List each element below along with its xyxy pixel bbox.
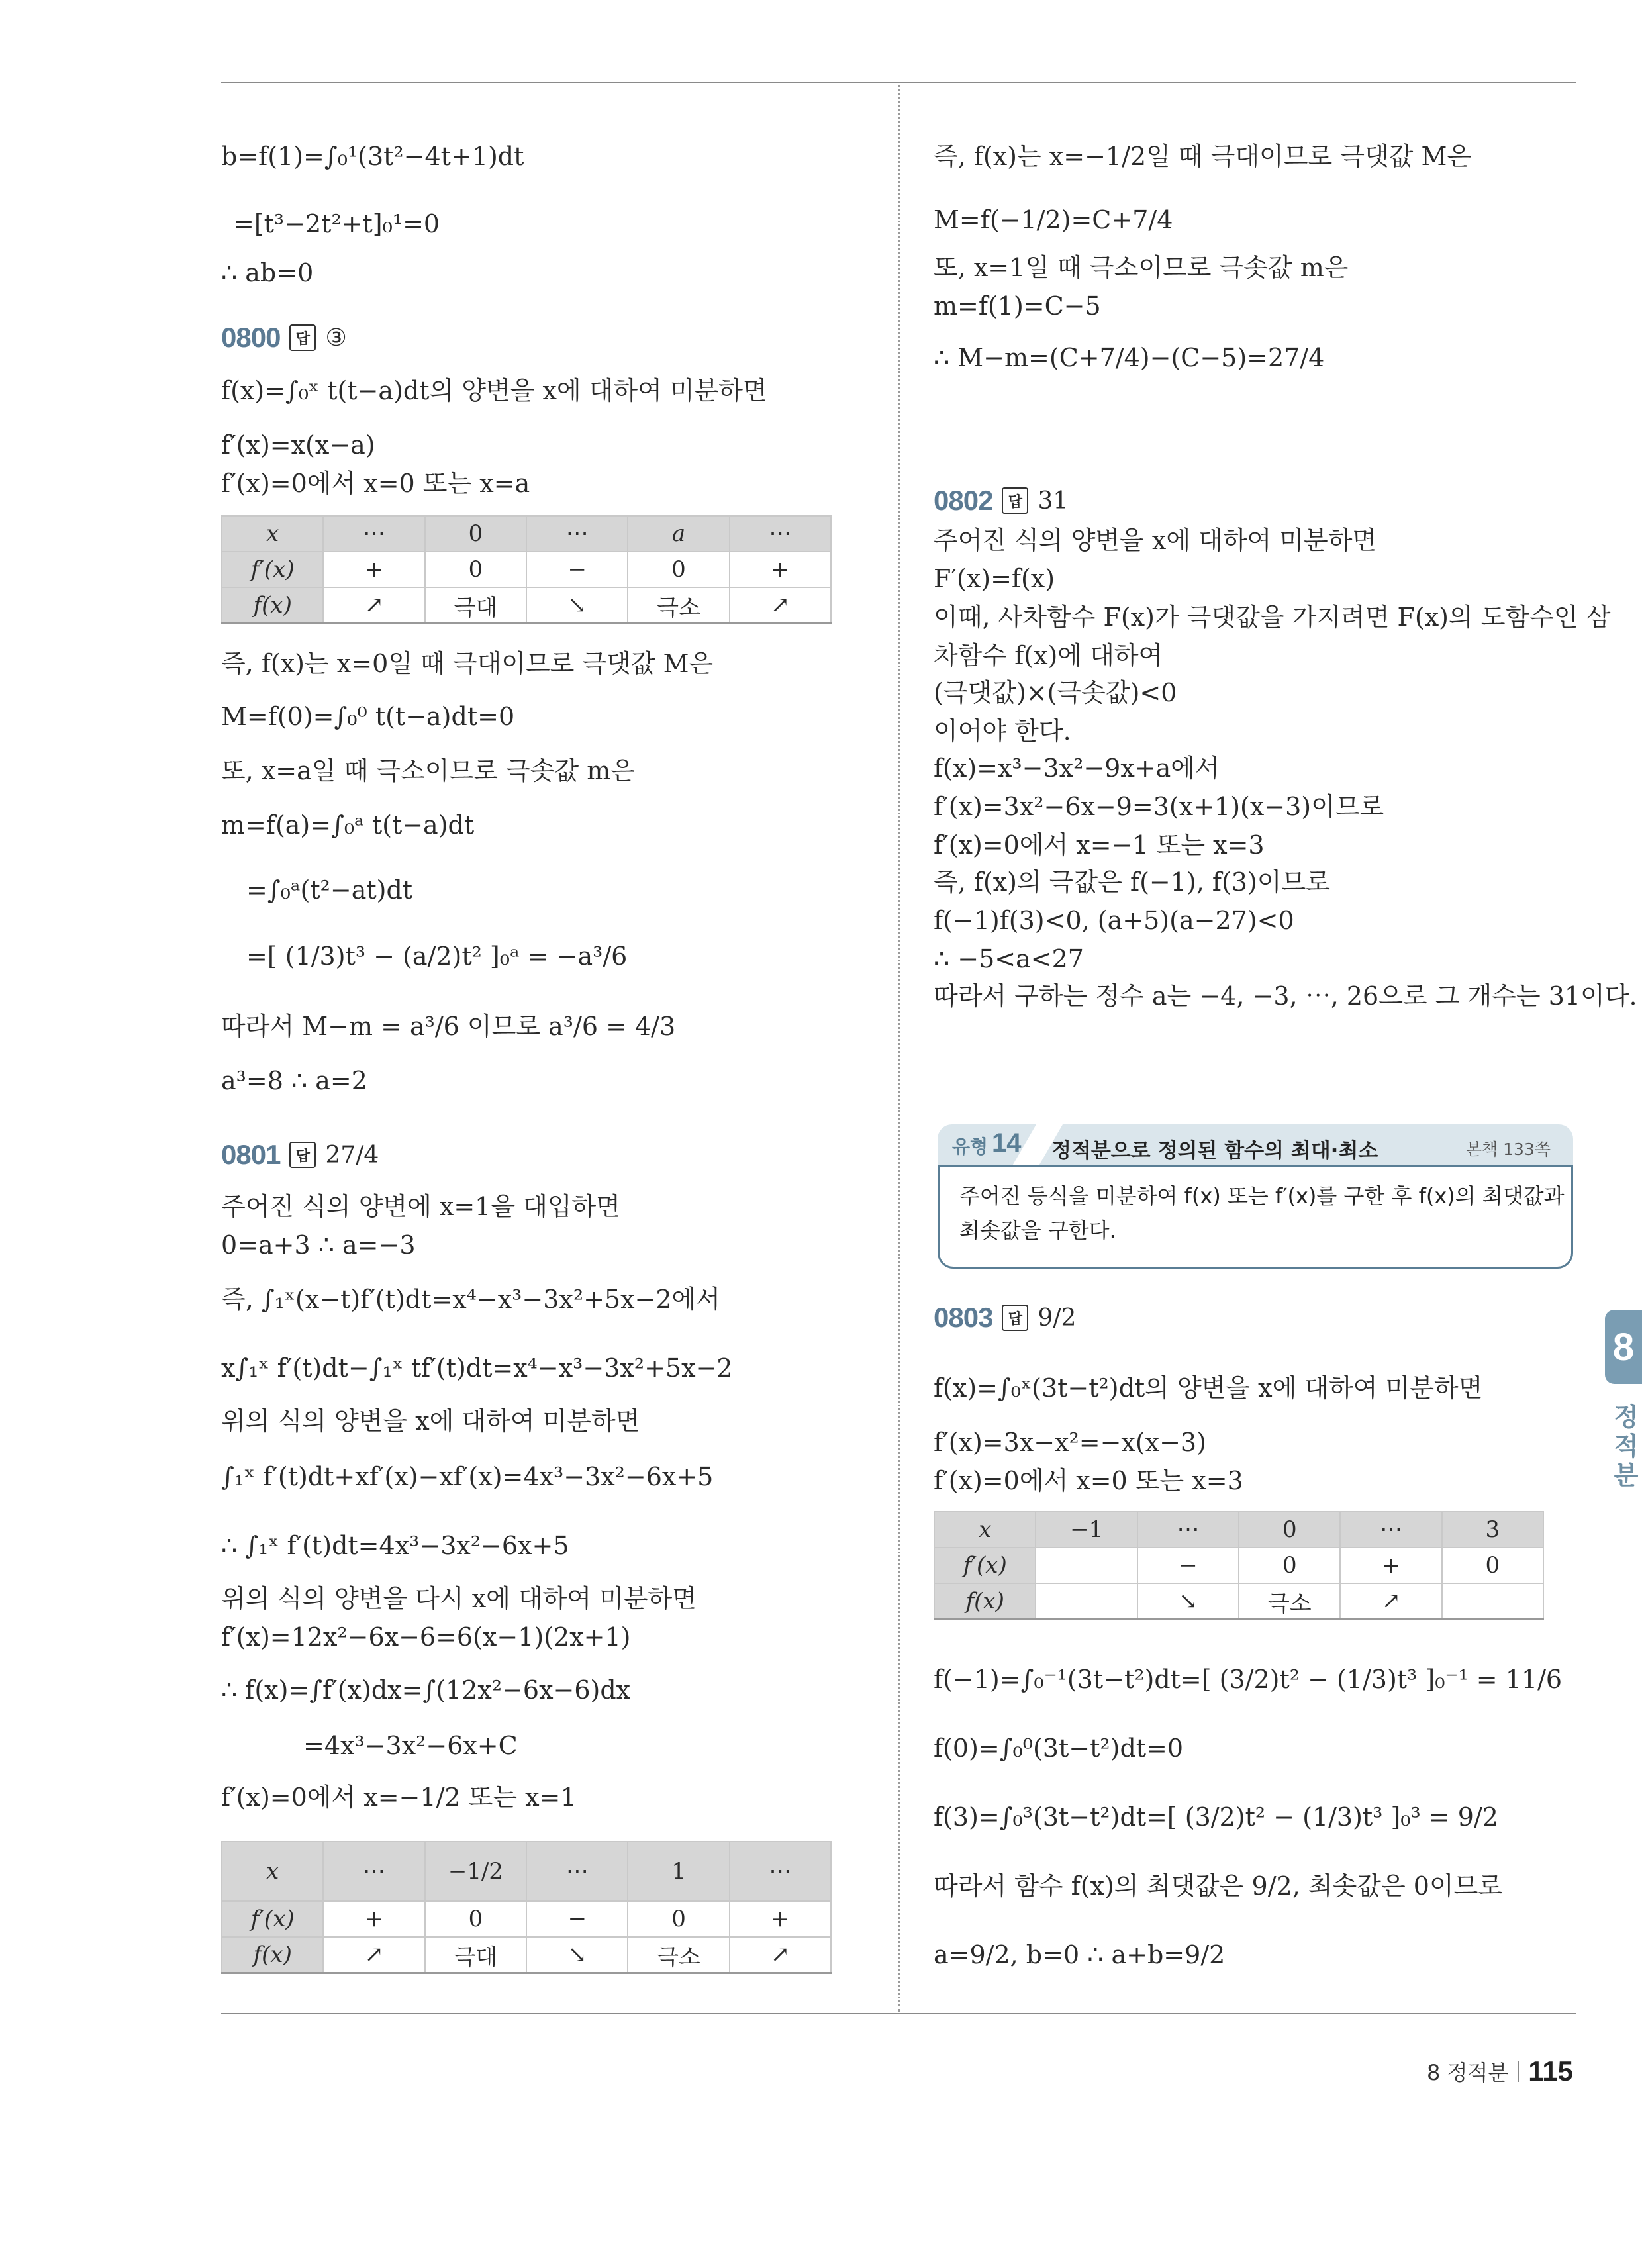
p0801-line-5: 위의 식의 양변을 x에 대하여 미분하면 — [221, 1406, 640, 1436]
p0803-line-1: f(x)=∫₀ˣ(3t−t²)dt의 양변을 x에 대하여 미분하면 — [934, 1373, 1483, 1403]
intro-line-2: =[t³−2t²+t]₀¹=0 — [233, 209, 440, 238]
p0802-line-6: 이어야 한다. — [934, 716, 1071, 746]
table-cell: 0 — [1239, 1512, 1340, 1548]
p0800-after-2: M=f(0)=∫₀⁰ t(t−a)dt=0 — [221, 702, 515, 731]
answer-icon: 답 — [1002, 1305, 1028, 1331]
p0802-line-11: f(−1)f(3)<0, (a+5)(a−27)<0 — [934, 906, 1294, 935]
table-cell: ⋯ — [1137, 1512, 1239, 1548]
table-cell: ⋯ — [730, 516, 831, 552]
chapter-tab: 8 — [1605, 1310, 1642, 1384]
table-cell: ⋯ — [730, 1842, 831, 1901]
table-cell: −1 — [1036, 1512, 1137, 1548]
table-cell: ↗ — [323, 587, 424, 624]
answer-value: ③ — [325, 324, 347, 352]
table-row — [222, 516, 831, 552]
p0801-line-7: ∴ ∫₁ˣ f′(t)dt=4x³−3x²−6x+5 — [221, 1531, 569, 1560]
p0800-after-3: 또, x=a일 때 극소이므로 극솟값 m은 — [221, 756, 635, 785]
chapter-side-label: 정적분 — [1614, 1403, 1639, 1490]
p0800-after-6: =[ (1/3)t³ − (a/2)t² ]₀ᵃ = −a³/6 — [246, 942, 628, 971]
table-cell — [1036, 1548, 1137, 1583]
p0803-line-3: f′(x)=0에서 x=0 또는 x=3 — [934, 1466, 1243, 1495]
intro-line-1: b=f(1)=∫₀¹(3t²−4t+1)dt — [221, 142, 524, 171]
p0801-line-9: f′(x)=12x²−6x−6=6(x−1)(2x+1) — [221, 1622, 631, 1652]
table-cell: + — [730, 552, 831, 587]
cont-line-1: 즉, f(x)는 x=−1/2일 때 극대이므로 극댓값 M은 — [934, 142, 1472, 171]
table-cell: 0 — [1442, 1548, 1543, 1583]
problem-number: 0803 — [934, 1302, 993, 1333]
problem-number: 0802 — [934, 485, 993, 516]
problem-0801-header — [221, 1139, 379, 1171]
table-cell: ↘ — [1137, 1583, 1239, 1620]
p0802-line-12: ∴ −5<a<27 — [934, 944, 1084, 973]
p0801-line-4: x∫₁ˣ f′(t)dt−∫₁ˣ tf′(t)dt=x⁴−x³−3x²+5x−2 — [221, 1354, 733, 1383]
cont-line-4: m=f(1)=C−5 — [934, 291, 1101, 320]
p0801-line-10: ∴ f(x)=∫f′(x)dx=∫(12x²−6x−6)dx — [221, 1675, 631, 1704]
bottom-rule — [221, 2013, 1576, 2014]
problem-type-box — [938, 1124, 1573, 1269]
table-cell: 0 — [425, 1901, 527, 1937]
p0801-line-2: 0=a+3 ∴ a=−3 — [221, 1230, 416, 1259]
sign-table-0801 — [221, 1841, 832, 1974]
table-row — [222, 552, 831, 587]
p0802-line-4: 차함수 f(x)에 대하여 — [934, 641, 1163, 670]
p0802-line-7: f(x)=x³−3x²−9x+a에서 — [934, 754, 1220, 783]
table-cell: 극소 — [1239, 1583, 1340, 1620]
table-cell: 극소 — [628, 1937, 729, 1973]
table-row — [222, 1937, 831, 1973]
problem-0802-header — [934, 485, 1068, 517]
table-cell: 극소 — [628, 587, 729, 624]
p0803-after-4: 따라서 함수 f(x)의 최댓값은 9/2, 최솟값은 0이므로 — [934, 1871, 1503, 1900]
cont-line-2: M=f(−1/2)=C+7/4 — [934, 205, 1173, 234]
table-cell: ↘ — [526, 587, 628, 624]
table-cell: f(x) — [222, 587, 323, 624]
sign-table-0800 — [221, 515, 832, 624]
table-cell: f′(x) — [934, 1548, 1036, 1583]
p0800-after-8: a³=8 ∴ a=2 — [221, 1066, 367, 1095]
p0803-after-3: f(3)=∫₀³(3t−t²)dt=[ (3/2)t² − (1/3)t³ ]₀³ = 9/2 — [934, 1802, 1498, 1832]
p0801-line-1: 주어진 식의 양변에 x=1을 대입하면 — [221, 1192, 620, 1221]
table-cell: ↗ — [1340, 1583, 1441, 1620]
table-cell: x — [934, 1512, 1036, 1548]
table-row — [934, 1583, 1543, 1620]
table-cell: f(x) — [934, 1583, 1036, 1620]
answer-icon: 답 — [1002, 487, 1028, 514]
intro-line-3: ∴ ab=0 — [221, 258, 314, 287]
p0801-line-8: 위의 식의 양변을 다시 x에 대하여 미분하면 — [221, 1584, 697, 1613]
p0801-line-3: 즉, ∫₁ˣ(x−t)f′(t)dt=x⁴−x³−3x²+5x−2에서 — [221, 1285, 720, 1314]
answer-value: 31 — [1038, 487, 1069, 515]
p0802-line-8: f′(x)=3x²−6x−9=3(x+1)(x−3)이므로 — [934, 792, 1384, 821]
p0802-line-2: F′(x)=f(x) — [934, 564, 1055, 593]
table-cell: a — [628, 516, 729, 552]
answer-value: 27/4 — [325, 1141, 379, 1169]
table-cell: ⋯ — [323, 1842, 424, 1901]
p0803-after-1: f(−1)=∫₀⁻¹(3t−t²)dt=[ (3/2)t² − (1/3)t³ ]₀⁻¹ = 11/6 — [934, 1665, 1563, 1694]
table-cell: + — [730, 1901, 831, 1937]
page-number: 115 — [1528, 2055, 1573, 2087]
top-rule — [221, 82, 1576, 83]
table-row — [222, 1901, 831, 1937]
table-cell: − — [1137, 1548, 1239, 1583]
table-row — [222, 587, 831, 624]
table-cell: ⋯ — [1340, 1512, 1441, 1548]
table-row — [934, 1548, 1543, 1583]
table-cell: + — [323, 1901, 424, 1937]
table-cell: 0 — [425, 516, 526, 552]
table-cell: − — [526, 552, 628, 587]
table-cell: −1/2 — [425, 1842, 527, 1901]
table-cell: 0 — [628, 1901, 729, 1937]
table-cell: x — [222, 1842, 323, 1901]
p0800-after-4: m=f(a)=∫₀ᵃ t(t−a)dt — [221, 811, 475, 840]
p0803-after-2: f(0)=∫₀⁰(3t−t²)dt=0 — [934, 1734, 1184, 1763]
table-cell: ⋯ — [526, 1842, 628, 1901]
table-cell: ↘ — [526, 1937, 628, 1973]
type-title: 정적분으로 정의된 함수의 최대·최소 — [1051, 1139, 1378, 1163]
column-divider — [898, 85, 900, 2012]
table-row — [934, 1512, 1543, 1548]
type-description-box — [938, 1165, 1573, 1269]
table-cell — [1442, 1583, 1543, 1620]
type-label: 유형 — [952, 1136, 989, 1158]
table-cell: + — [323, 552, 424, 587]
table-cell: x — [222, 516, 323, 552]
p0802-line-1: 주어진 식의 양변을 x에 대하여 미분하면 — [934, 526, 1377, 555]
p0801-line-6: ∫₁ˣ f′(t)dt+xf′(x)−xf′(x)=4x³−3x²−6x+5 — [221, 1462, 714, 1491]
table-cell: 3 — [1442, 1512, 1543, 1548]
type-number: 14 — [992, 1128, 1022, 1158]
problem-number: 0800 — [221, 322, 281, 353]
p0800-line-3: f′(x)=0에서 x=0 또는 x=a — [221, 469, 530, 498]
table-cell: 극대 — [425, 587, 526, 624]
p0802-line-13: 따라서 구하는 정수 a는 −4, −3, ⋯, 26으로 그 개수는 31이다. — [934, 981, 1637, 1011]
table-cell: ↗ — [730, 1937, 831, 1973]
type-description-line: 주어진 등식을 미분하여 f(x) 또는 f′(x)를 구한 후 f(x)의 최댓값과 — [959, 1183, 1565, 1208]
table-cell: ↗ — [730, 587, 831, 624]
table-cell: 1 — [628, 1842, 729, 1901]
table-row — [222, 1842, 831, 1901]
footer-separator — [1518, 2061, 1519, 2082]
table-cell: + — [1340, 1548, 1441, 1583]
footer-chapter: 8 정적분 — [1426, 2060, 1509, 2085]
p0802-line-5: (극댓값)×(극솟값)<0 — [934, 678, 1177, 707]
table-cell: 0 — [425, 552, 526, 587]
p0800-line-2: f′(x)=x(x−a) — [221, 430, 375, 460]
problem-number: 0801 — [221, 1139, 281, 1170]
answer-icon: 답 — [289, 1142, 316, 1168]
table-cell: ↗ — [323, 1937, 424, 1973]
table-cell: ⋯ — [323, 516, 424, 552]
table-cell: 0 — [1239, 1548, 1340, 1583]
sign-table-0803 — [934, 1511, 1544, 1620]
table-cell: − — [526, 1901, 628, 1937]
p0803-line-2: f′(x)=3x−x²=−x(x−3) — [934, 1428, 1206, 1457]
table-cell — [1036, 1583, 1137, 1620]
table-cell: ⋯ — [526, 516, 628, 552]
p0801-line-11: =4x³−3x²−6x+C — [303, 1731, 518, 1760]
answer-value: 9/2 — [1038, 1304, 1077, 1332]
p0802-line-9: f′(x)=0에서 x=−1 또는 x=3 — [934, 830, 1265, 860]
problem-0803-header — [934, 1302, 1076, 1334]
cont-line-5: ∴ M−m=(C+7/4)−(C−5)=27/4 — [934, 343, 1325, 372]
p0800-after-5: =∫₀ᵃ(t²−at)dt — [246, 875, 413, 905]
p0800-after-7: 따라서 M−m = a³/6 이므로 a³/6 = 4/3 — [221, 1012, 676, 1041]
p0801-line-12: f′(x)=0에서 x=−1/2 또는 x=1 — [221, 1783, 577, 1812]
cont-line-3: 또, x=1일 때 극소이므로 극솟값 m은 — [934, 253, 1349, 282]
table-cell: 0 — [628, 552, 729, 587]
table-cell: f′(x) — [222, 552, 323, 587]
table-cell: f′(x) — [222, 1901, 323, 1937]
p0802-line-10: 즉, f(x)의 극값은 f(−1), f(3)이므로 — [934, 867, 1330, 897]
type-description-line: 최솟값을 구한다. — [959, 1218, 1116, 1243]
p0800-after-1: 즉, f(x)는 x=0일 때 극대이므로 극댓값 M은 — [221, 649, 714, 678]
table-cell: 극대 — [425, 1937, 527, 1973]
answer-icon: 답 — [289, 324, 316, 351]
table-cell: f(x) — [222, 1937, 323, 1973]
problem-0800-header — [221, 322, 347, 354]
textbook-reference: 본책 133쪽 — [1465, 1140, 1551, 1159]
p0803-after-5: a=9/2, b=0 ∴ a+b=9/2 — [934, 1940, 1226, 1969]
p0802-line-3: 이때, 사차함수 F(x)가 극댓값을 가지려면 F(x)의 도함수인 삼 — [934, 603, 1611, 632]
page-footer — [1427, 2055, 1573, 2087]
p0800-line-1: f(x)=∫₀ˣ t(t−a)dt의 양변을 x에 대하여 미분하면 — [221, 376, 767, 405]
